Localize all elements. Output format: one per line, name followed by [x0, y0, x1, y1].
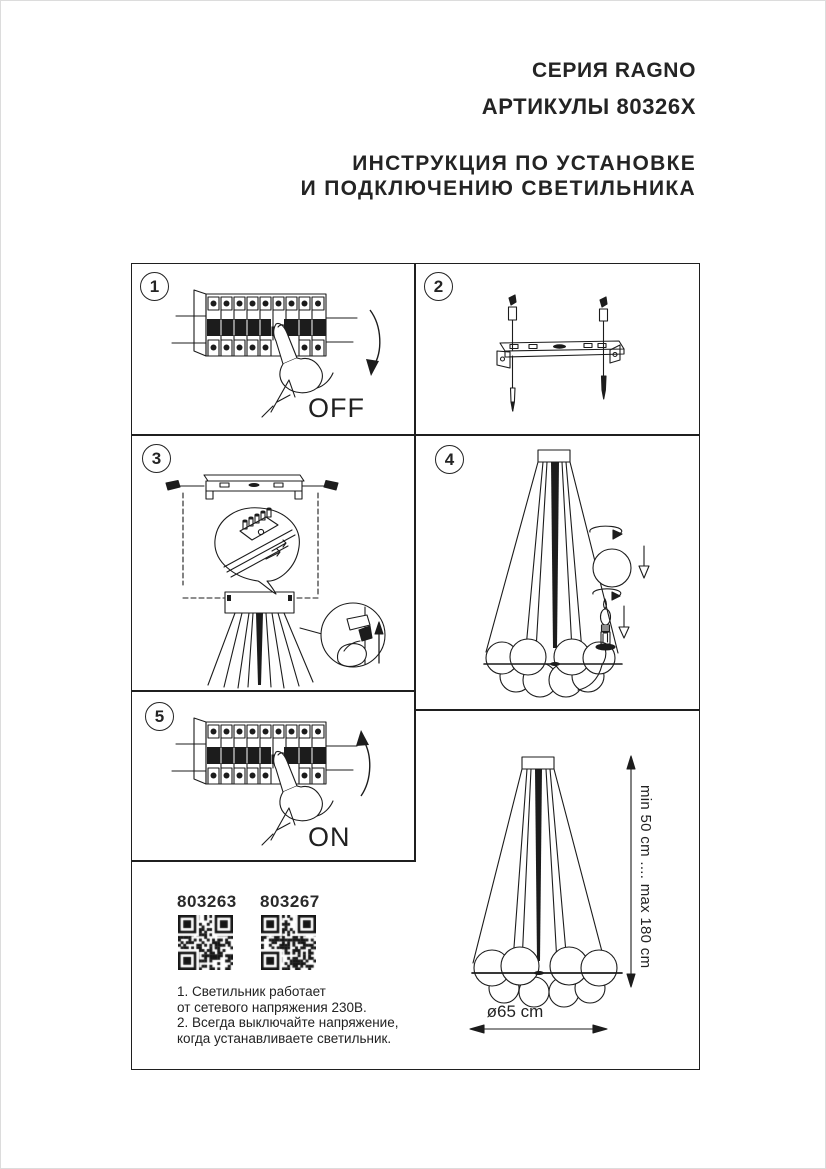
- arrow-down-icon: [619, 606, 629, 638]
- instruction-title-line2: И ПОДКЛЮЧЕНИЮ СВЕТИЛЬНИКА: [300, 177, 696, 200]
- step-5-badge: 5: [145, 702, 174, 731]
- shade-bulb-install-illustration: [416, 436, 699, 709]
- divider-left-row3: [132, 860, 415, 862]
- article-number-right: 803267: [260, 892, 320, 911]
- canopy-mounting-illustration: [132, 435, 414, 689]
- rotate-bulb-icon: [593, 589, 621, 600]
- note-line: 1. Светильник работает: [177, 984, 326, 999]
- breaker-on-illustration: [132, 692, 414, 860]
- steps-grid: [131, 263, 700, 1070]
- series-title: СЕРИЯ RAGNO: [532, 59, 696, 82]
- qr-code-right: [261, 915, 316, 970]
- glass-ball-icon: [593, 549, 631, 587]
- on-label: ON: [308, 822, 351, 852]
- step-4-badge: 4: [435, 445, 464, 474]
- note-line: 2. Всегда выключайте напряжение,: [177, 1015, 399, 1031]
- dimensions-illustration: [416, 711, 699, 1068]
- note-line: когда устанавливаете светильник.: [177, 1030, 392, 1046]
- arrow-down-icon: [366, 310, 380, 376]
- title-block: [482, 60, 696, 118]
- breaker-off-illustration: [132, 264, 414, 434]
- instruction-title: [301, 151, 696, 201]
- arrow-down-icon: [639, 546, 649, 578]
- arrow-up-icon: [356, 730, 370, 796]
- height-range-label: min 50 cm .... max 180 cm: [637, 785, 654, 969]
- off-label: OFF: [308, 393, 365, 423]
- instruction-title-line1: ИНСТРУКЦИЯ ПО УСТАНОВКЕ: [352, 152, 696, 175]
- articles-title: АРТИКУЛЫ 80326X: [481, 94, 696, 119]
- safety-notes: [177, 984, 407, 1046]
- step-1-badge: 1: [140, 272, 169, 301]
- note-line: от сетевого напряжения 230В.: [177, 999, 367, 1015]
- diameter-dimension-line: [470, 1025, 607, 1033]
- step-2-badge: 2: [424, 272, 453, 301]
- diameter-label: ø65 cm: [486, 1002, 544, 1021]
- step-3-badge: 3: [142, 444, 171, 473]
- qr-code-left: [178, 915, 233, 970]
- article-number-left: 803263: [177, 892, 237, 911]
- rotate-shade-icon: [590, 526, 622, 539]
- bracket-illustration: [416, 264, 699, 434]
